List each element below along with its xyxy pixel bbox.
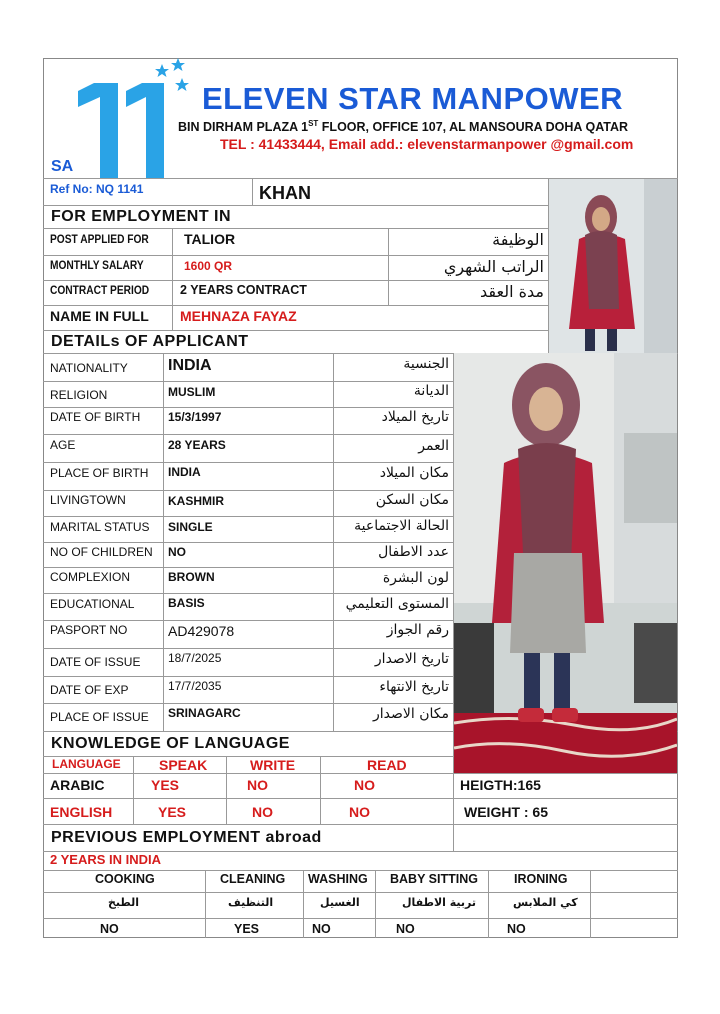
education-arabic: المستوى التعليمي bbox=[345, 596, 449, 612]
skill-washing-value: NO bbox=[312, 922, 331, 936]
skill-washing-arabic: الغسيل bbox=[320, 896, 360, 909]
nationality-arabic: الجنسية bbox=[403, 356, 449, 372]
ref-number: Ref No: NQ 1141 bbox=[50, 182, 144, 196]
issue-place-value: SRINAGARC bbox=[168, 706, 241, 720]
weight-value: WEIGHT : 65 bbox=[464, 804, 549, 820]
post-applied-label: POST APPLIED FOR bbox=[50, 232, 149, 246]
pob-arabic: مكان الميلاد bbox=[379, 465, 449, 481]
previous-summary: 2 YEARS IN INDIA bbox=[50, 852, 162, 867]
nationality-label: NATIONALITY bbox=[50, 361, 128, 375]
passport-value: AD429078 bbox=[168, 623, 235, 639]
english-speak: YES bbox=[158, 804, 187, 820]
arabic-speak: YES bbox=[151, 777, 180, 793]
full-name-value: MEHNAZA FAYAZ bbox=[180, 308, 297, 324]
age-value: 28 YEARS bbox=[168, 438, 226, 452]
issue-place-label: PLACE OF ISSUE bbox=[50, 710, 149, 724]
post-applied-arabic: الوظيفة bbox=[492, 230, 544, 249]
religion-label: RELIGION bbox=[50, 388, 108, 402]
arabic-read: NO bbox=[354, 777, 375, 793]
previous-section-title: PREVIOUS EMPLOYMENT abroad bbox=[51, 829, 322, 846]
language-header: LANGUAGE bbox=[52, 757, 121, 771]
skill-cleaning: CLEANING bbox=[220, 872, 286, 886]
english-write: NO bbox=[252, 804, 273, 820]
marital-status-arabic: الحالة الاجتماعية bbox=[354, 518, 449, 534]
full-name-label: NAME IN FULL bbox=[50, 308, 149, 324]
details-section-title: DETAILs OF APPLICANT bbox=[51, 333, 249, 350]
arabic-language: ARABIC bbox=[50, 777, 105, 793]
skill-baby-sitting: BABY SITTING bbox=[390, 872, 478, 886]
english-language: ENGLISH bbox=[50, 804, 113, 820]
speak-header: SPEAK bbox=[159, 757, 208, 773]
height-value: HEIGTH:165 bbox=[460, 777, 541, 793]
contract-period-arabic: مدة العقد bbox=[480, 282, 544, 301]
address-rest: FLOOR, OFFICE 107, AL MANSOURA DOHA QATAR bbox=[318, 120, 629, 135]
pob-value: INDIA bbox=[168, 465, 201, 479]
complexion-arabic: لون البشرة bbox=[382, 570, 449, 586]
skill-washing: WASHING bbox=[308, 872, 368, 886]
company-logo bbox=[50, 58, 190, 178]
dob-arabic: تاريخ الميلاد bbox=[381, 409, 449, 425]
monthly-salary-value: 1600 QR bbox=[184, 259, 233, 273]
children-arabic: عدد الاطفال bbox=[378, 544, 449, 560]
company-contact: TEL : 41433444, Email add.: elevenstarmanpower @gmail.com bbox=[220, 136, 634, 152]
education-label: EDUCATIONAL bbox=[50, 597, 135, 611]
address-sup: ST bbox=[308, 119, 319, 128]
complexion-label: COMPLEXION bbox=[50, 570, 131, 584]
children-label: NO OF CHILDREN bbox=[50, 545, 153, 559]
passport-label: PASPORT NO bbox=[50, 623, 128, 637]
skill-ironing-arabic: كي الملابس bbox=[513, 896, 578, 909]
pob-label: PLACE OF BIRTH bbox=[50, 466, 149, 480]
skill-cleaning-arabic: التنظيف bbox=[228, 896, 274, 909]
write-header: WRITE bbox=[250, 757, 296, 773]
logo-prefix: SA bbox=[51, 158, 74, 175]
english-read: NO bbox=[349, 804, 370, 820]
monthly-salary-arabic: الراتب الشهري bbox=[443, 257, 544, 276]
skill-cooking-value: NO bbox=[100, 922, 119, 936]
applicant-full-photo bbox=[454, 353, 677, 773]
issue-place-arabic: مكان الاصدار bbox=[373, 706, 449, 722]
livingtown-value: KASHMIR bbox=[168, 494, 224, 508]
arabic-write: NO bbox=[247, 777, 268, 793]
complexion-value: BROWN bbox=[168, 570, 215, 584]
education-value: BASIS bbox=[168, 596, 205, 610]
read-header: READ bbox=[367, 757, 407, 773]
contract-period-label: CONTRACT PERIOD bbox=[50, 283, 150, 297]
skill-cooking: COOKING bbox=[95, 872, 155, 886]
exp-date-label: DATE OF EXP bbox=[50, 683, 129, 697]
company-address bbox=[178, 120, 628, 134]
livingtown-label: LIVINGTOWN bbox=[50, 493, 126, 507]
skill-cooking-arabic: الطبخ bbox=[108, 896, 140, 909]
skill-baby-sitting-value: NO bbox=[396, 922, 415, 936]
age-arabic: العمر bbox=[418, 438, 449, 454]
eleven-logo-icon bbox=[78, 83, 170, 178]
monthly-salary-label: MONTHLY SALARY bbox=[50, 258, 144, 272]
exp-date-value: 17/7/2035 bbox=[168, 679, 222, 693]
surname: KHAN bbox=[259, 183, 311, 203]
nationality-value: INDIA bbox=[168, 357, 212, 374]
company-name: ELEVEN STAR MANPOWER bbox=[202, 81, 624, 116]
exp-date-arabic: تاريخ الانتهاء bbox=[379, 679, 449, 695]
livingtown-arabic: مكان السكن bbox=[375, 492, 449, 508]
skill-ironing: IRONING bbox=[514, 872, 568, 886]
dob-value: 15/3/1997 bbox=[168, 410, 222, 424]
issue-date-arabic: تاريخ الاصدار bbox=[374, 651, 449, 667]
skill-ironing-value: NO bbox=[507, 922, 526, 936]
contract-period-value: 2 YEARS CONTRACT bbox=[180, 283, 307, 297]
applicant-small-photo bbox=[549, 179, 677, 353]
issue-date-label: DATE OF ISSUE bbox=[50, 655, 141, 669]
religion-arabic: الديانة bbox=[413, 383, 449, 399]
passport-arabic: رقم الجواز bbox=[386, 622, 449, 638]
skill-cleaning-value: YES bbox=[234, 922, 260, 936]
post-applied-value: TALIOR bbox=[184, 231, 236, 247]
address-line: BIN DIRHAM PLAZA 1 bbox=[178, 120, 309, 135]
issue-date-value: 18/7/2025 bbox=[168, 651, 222, 665]
age-label: AGE bbox=[50, 438, 76, 452]
dob-label: DATE OF BIRTH bbox=[50, 410, 141, 424]
religion-value: MUSLIM bbox=[168, 385, 216, 399]
employment-section-title: FOR EMPLOYMENT IN bbox=[51, 208, 232, 225]
children-value: NO bbox=[168, 545, 186, 559]
language-section-title: KNOWLEDGE OF LANGUAGE bbox=[51, 735, 290, 752]
marital-status-value: SINGLE bbox=[168, 520, 213, 534]
skill-baby-sitting-arabic: تربية الاطفال bbox=[402, 896, 477, 909]
marital-status-label: MARITAL STATUS bbox=[50, 520, 150, 534]
